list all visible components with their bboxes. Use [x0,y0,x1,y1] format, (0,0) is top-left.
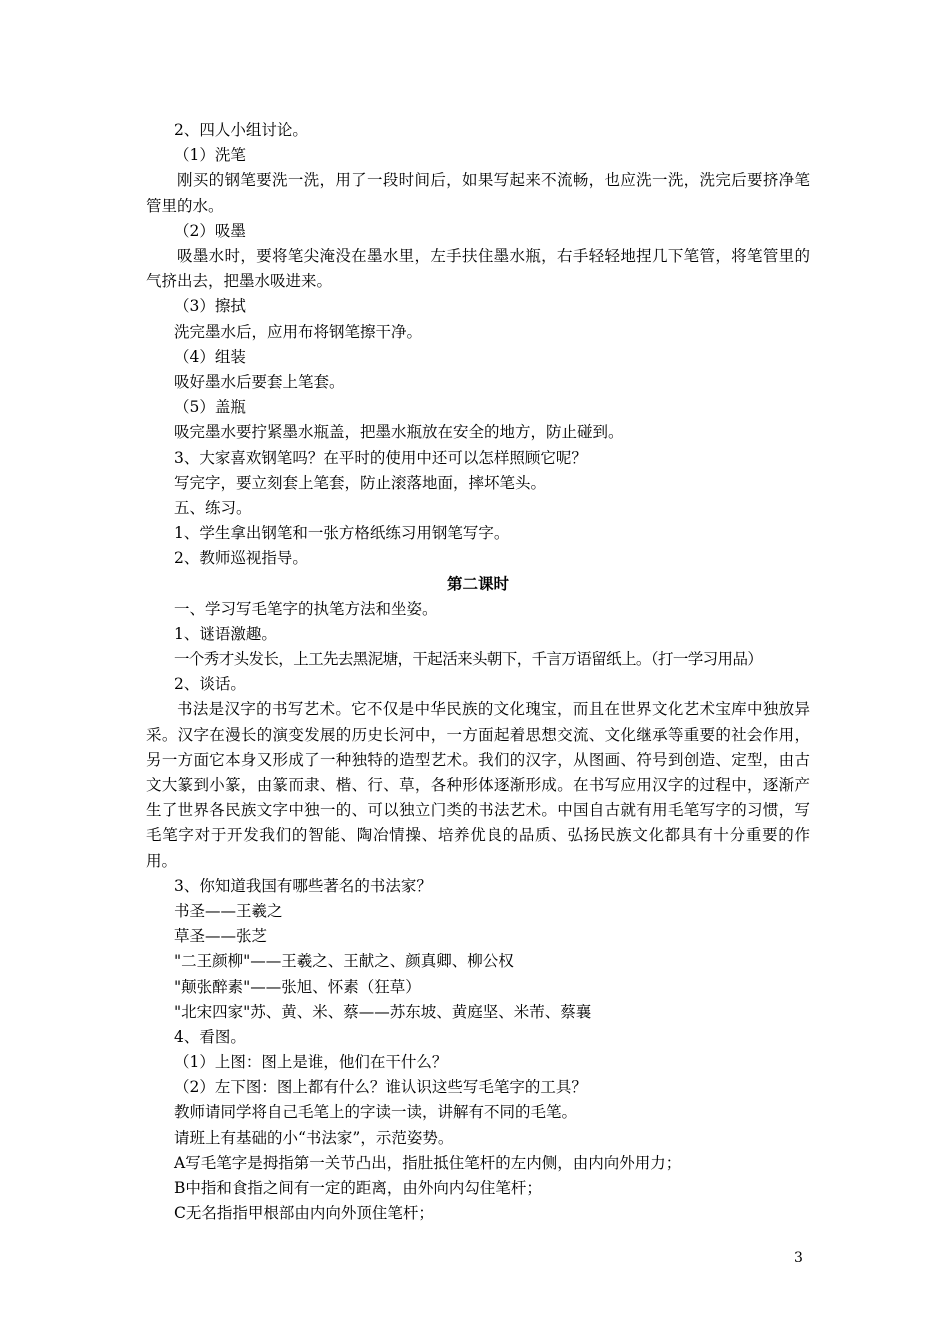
text-line: A写毛笔字是拇指第一关节凸出，指肚抵住笔杆的左内侧，由内向外用力； [174,1153,682,1172]
text-line: 五、练习。 [174,498,252,517]
paragraph: 书法是汉字的书写艺术。它不仅是中华民族的文化瑰宝，而且在世界文化艺术宝库中独放异采。汉字在漫长的演变发展的历史长河中，一方面起着思想交流、文化继承等重要的社会作用，另一方面它本身又形成了一种独特的造型艺术。我们的汉字，从图画、符号到创造、定型，由古文大篆到小篆，由篆而隶、楷、行、草，各种形体逐渐形成。在书写应用汉字的过程中，逐渐产生了世界各民族文字中独一的、可以独立门类的书法艺术。中国自古就有用毛笔写字的习惯，写毛笔字对于开发我们的智能、陶冶情操、培养优良的品质、弘扬民族文化都具有十分重要的作用。 [146,700,810,870]
text-line: （2）吸墨 [174,221,246,240]
text-line: B中指和食指之间有一定的距离，由外向内勾住笔杆； [174,1179,542,1198]
text-line: （4）组装 [174,347,246,366]
text-line: 2、教师巡视指导。 [174,549,308,568]
text-line: 2、谈话。 [174,675,246,694]
text-line: （1）上图：图上是谁，他们在干什么？ [174,1053,448,1072]
text-line: 一个秀才头发长，上工先去黑泥塘，干起活来头朝下，千言万语留纸上。（打一学习用品） [174,650,763,668]
text-line: 1、谜语激趣。 [174,624,277,643]
page-number: 3 [794,1250,803,1266]
text-line: "颠张醉素"——张旭、怀素（狂草） [174,977,421,996]
text-line: 教师请同学将自己毛笔上的字读一读，讲解有不同的毛笔。 [174,1103,578,1122]
text-line: 一、学习写毛笔字的执笔方法和坐姿。 [174,599,438,618]
text-line: 4、看图。 [174,1027,246,1046]
text-line: "二王颜柳"——王羲之、王献之、颜真卿、柳公权 [174,952,514,971]
text-line: 请班上有基础的小“书法家”，示范姿势。 [174,1128,454,1147]
text-line: 写完字，要立刻套上笔套，防止滚落地面，摔坏笔头。 [174,473,547,492]
paragraph: 刚买的钢笔要洗一洗，用了一段时间后，如果写起来不流畅，也应洗一洗，洗完后要挤净笔管里的水。 [146,171,810,215]
text-line: （3）擦拭 [174,297,246,316]
text-line: 书圣——王羲之 [174,901,283,920]
text-line: 吸好墨水后要套上笔套。 [174,372,345,391]
text-line: 3、你知道我国有哪些著名的书法家？ [174,876,432,895]
section-heading: 第二课时 [446,574,509,594]
text-line: C无名指指甲根部由内向外顶住笔杆； [174,1204,434,1223]
text-line: 草圣——张芝 [174,927,268,946]
text-line: （2）左下图：图上都有什么？谁认识这些写毛笔字的工具？ [174,1078,587,1097]
text-line: （5）盖瓶 [174,398,246,417]
text-line: （1）洗笔 [174,146,246,165]
paragraph: 吸墨水时，要将笔尖淹没在墨水里，左手扶住墨水瓶，右手轻轻地捏几下笔管，将笔管里的气挤出去，把墨水吸进来。 [146,246,810,291]
text-line: 吸完墨水要拧紧墨水瓶盖，把墨水瓶放在安全的地方，防止碰到。 [174,423,624,442]
text-line: 1、学生拿出钢笔和一张方格纸练习用钢笔写字。 [174,524,510,543]
text-line: 2、四人小组讨论。 [174,121,308,139]
text-line: "北宋四家"苏、黄、米、蔡——苏东坡、黄庭坚、米芾、蔡襄 [174,1002,592,1021]
text-line: 洗完墨水后，应用布将钢笔擦干净。 [174,322,423,341]
document-page [146,118,810,1226]
text-line: 3、大家喜欢钢笔吗？在平时的使用中还可以怎样照顾它呢？ [174,448,587,467]
